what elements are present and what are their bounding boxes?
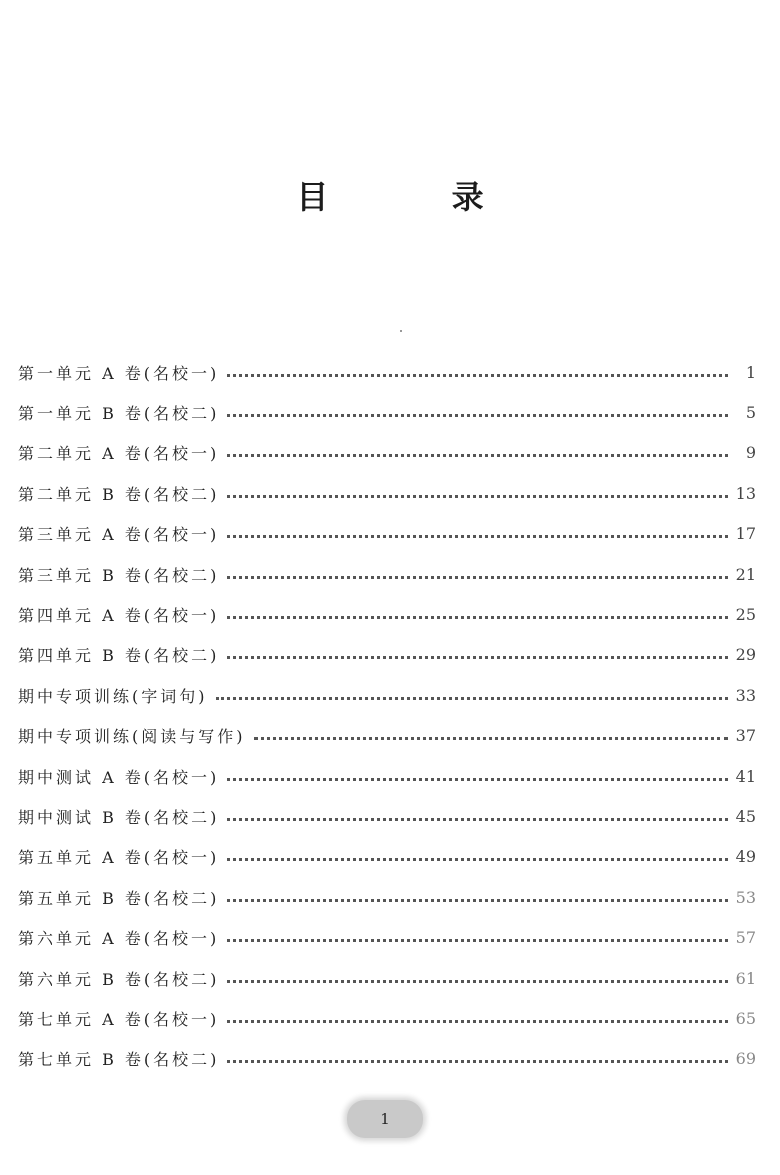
toc-entry-page: 69 — [735, 1049, 756, 1069]
toc-entry-label: 期中专项训练(字词句) — [18, 686, 208, 706]
toc-entry[interactable] — [18, 756, 756, 796]
toc-entry-page: 5 — [745, 403, 756, 423]
toc-entry-label: 第四单元 B 卷(名校二) — [18, 646, 220, 666]
scan-speck — [400, 330, 402, 332]
toc-leader-dots — [227, 976, 728, 983]
toc-entry-label: 第一单元 B 卷(名校二) — [18, 404, 220, 424]
toc-entry[interactable] — [18, 958, 756, 998]
toc-entry-page: 41 — [735, 766, 756, 786]
toc-leader-dots — [227, 370, 728, 377]
toc-entry-label: 第三单元 B 卷(名校二) — [18, 565, 220, 585]
toc-entry-label: 期中测试 A 卷(名校一) — [18, 767, 220, 787]
toc-leader-dots — [254, 733, 729, 740]
toc-entry-page: 13 — [735, 483, 756, 503]
toc-leader-dots — [227, 814, 728, 821]
toc-entry-page: 1 — [745, 362, 756, 382]
toc-entry[interactable] — [18, 716, 756, 756]
toc-leader-dots — [227, 1016, 728, 1023]
toc-entry-page: 61 — [735, 968, 756, 988]
toc-entry-page: 45 — [735, 806, 756, 826]
toc-entry[interactable] — [18, 352, 756, 392]
toc-entry-page: 25 — [735, 605, 756, 625]
toc-leader-dots — [216, 693, 729, 700]
toc-leader-dots — [227, 572, 728, 579]
toc-entry-label: 期中专项训练(阅读与写作) — [18, 727, 246, 747]
toc-entry-label: 第六单元 A 卷(名校一) — [18, 929, 220, 949]
toc-entry-page: 21 — [735, 564, 756, 584]
toc-entry[interactable] — [18, 433, 756, 473]
toc-entry[interactable] — [18, 998, 756, 1038]
toc-leader-dots — [227, 410, 728, 417]
toc-leader-dots — [227, 612, 728, 619]
toc-entry[interactable] — [18, 1039, 756, 1079]
toc-entry[interactable] — [18, 554, 756, 594]
toc-leader-dots — [227, 450, 728, 457]
toc-entry[interactable] — [18, 837, 756, 877]
toc-leader-dots — [227, 935, 728, 942]
toc-entry-label: 第三单元 A 卷(名校一) — [18, 525, 220, 545]
toc-leader-dots — [227, 652, 728, 659]
toc-entry[interactable] — [18, 796, 756, 836]
toc-entry-label: 期中测试 B 卷(名校二) — [18, 807, 220, 827]
toc-leader-dots — [227, 531, 728, 538]
toc-leader-dots — [227, 774, 728, 781]
toc-entry-label: 第二单元 B 卷(名校二) — [18, 484, 220, 504]
toc-leader-dots — [227, 1056, 728, 1063]
page-number-badge: 1 — [347, 1100, 423, 1138]
toc-entry-label: 第四单元 A 卷(名校一) — [18, 606, 220, 626]
toc-entry-page: 49 — [735, 847, 756, 867]
toc-entry-label: 第七单元 A 卷(名校一) — [18, 1009, 220, 1029]
toc-entry-page: 33 — [735, 685, 756, 705]
toc-entry-page: 37 — [735, 726, 756, 746]
toc-entry[interactable] — [18, 635, 756, 675]
toc-leader-dots — [227, 895, 728, 902]
toc-entry-label: 第五单元 A 卷(名校一) — [18, 848, 220, 868]
toc-leader-dots — [227, 854, 728, 861]
toc-entry-label: 第七单元 B 卷(名校二) — [18, 1050, 220, 1070]
toc-entry-page: 57 — [735, 928, 756, 948]
toc-entry[interactable] — [18, 473, 756, 513]
toc-entry[interactable] — [18, 514, 756, 554]
toc-entry-page: 65 — [735, 1008, 756, 1028]
toc-entry-label: 第五单元 B 卷(名校二) — [18, 888, 220, 908]
toc-entry-page: 17 — [735, 524, 756, 544]
toc-entry-page: 53 — [735, 887, 756, 907]
toc-entry[interactable] — [18, 877, 756, 917]
page-title: 目 录 — [296, 178, 540, 216]
toc-entry-label: 第一单元 A 卷(名校一) — [18, 363, 220, 383]
toc-entry-label: 第二单元 A 卷(名校一) — [18, 444, 220, 464]
toc-entry[interactable] — [18, 917, 756, 957]
toc-leader-dots — [227, 491, 728, 498]
toc-entry[interactable] — [18, 392, 756, 432]
table-of-contents — [18, 352, 756, 1079]
toc-entry[interactable] — [18, 675, 756, 715]
toc-entry[interactable] — [18, 594, 756, 634]
toc-entry-label: 第六单元 B 卷(名校二) — [18, 969, 220, 989]
toc-entry-page: 9 — [745, 443, 756, 463]
toc-entry-page: 29 — [735, 645, 756, 665]
